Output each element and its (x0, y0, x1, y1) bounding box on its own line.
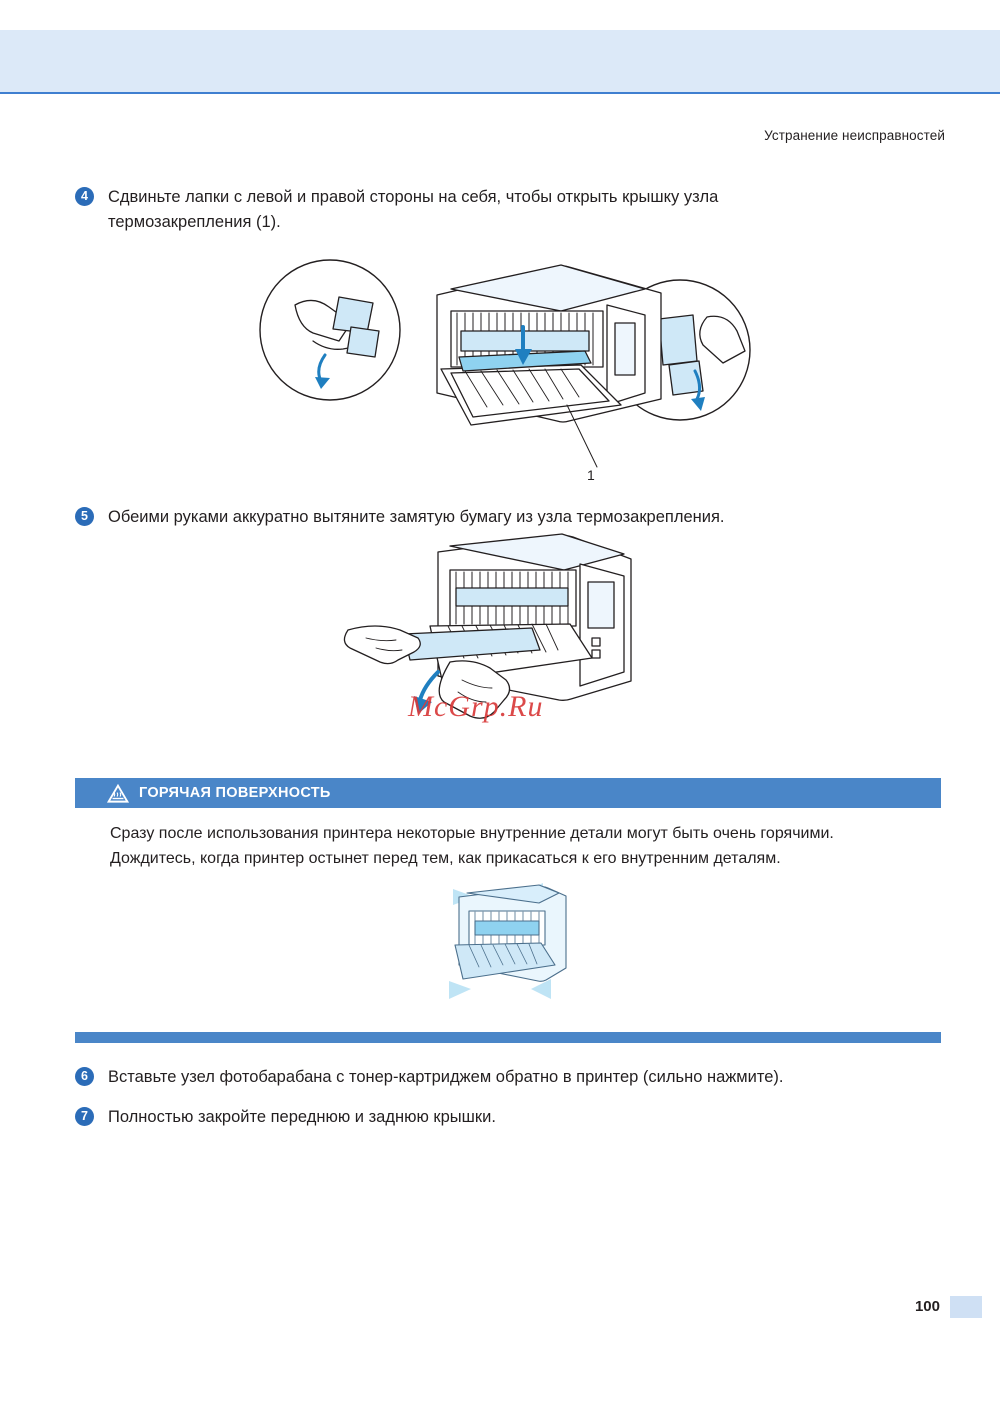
header-band (0, 30, 1000, 92)
warning-footer-bar (75, 1032, 941, 1043)
figure-hot-surface (425, 875, 585, 1010)
page-number: 100 (914, 1298, 940, 1315)
step-text: Вставьте узел фотобарабана с тонер-картриджем обратно в принтер (сильно нажмите). (108, 1068, 784, 1086)
step-item-4 (75, 185, 798, 235)
step-text: Полностью закройте переднюю и заднюю крышки. (108, 1108, 496, 1126)
running-head: Устранение неисправностей (764, 128, 945, 143)
watermark: McGrp.Ru (408, 690, 544, 723)
step-number-badge: 6 (75, 1067, 94, 1086)
step-text: Обеими руками аккуратно вытяните замятую бумагу из узла термозакрепления. (108, 508, 725, 526)
header-rule (0, 92, 1000, 94)
step-item-6 (75, 1065, 784, 1090)
warning-title: ГОРЯЧАЯ ПОВЕРХНОСТЬ (139, 785, 331, 801)
step-item-7 (75, 1105, 496, 1130)
hot-surface-icon (107, 784, 129, 803)
page-number-tab (950, 1296, 982, 1318)
step-item-5 (75, 505, 725, 530)
warning-header-bar (75, 778, 941, 808)
warning-body: Сразу после использования принтера некоторые внутренние детали могут быть очень горячими. Дождитесь, когда принтер остынет перед тем, как прикасаться к его внутренним деталям. (110, 825, 834, 867)
step-number-badge: 7 (75, 1107, 94, 1126)
figure-fuser-cover (255, 245, 755, 490)
step-number-badge: 5 (75, 507, 94, 526)
step-number-badge: 4 (75, 187, 94, 206)
step-text: Сдвиньте лапки с левой и правой стороны на себя, чтобы открыть крышку узла термозакрепления (1). (108, 188, 719, 231)
figure-callout-1: 1 (587, 467, 595, 483)
figure-pull-paper (330, 530, 670, 760)
